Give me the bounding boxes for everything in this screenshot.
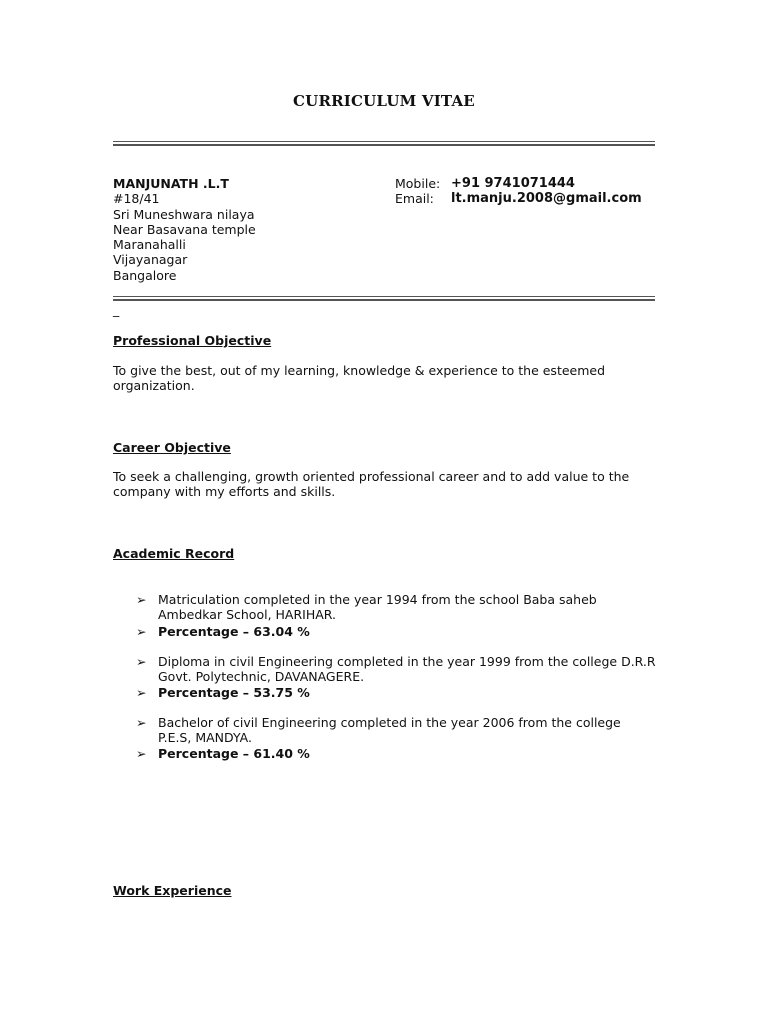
address-block bbox=[113, 176, 256, 283]
academic-item-text: Matriculation completed in the year 1994 from the school Baba saheb Ambedkar School, HARIHAR. bbox=[158, 592, 597, 623]
arrow-bullet-icon: ➢ bbox=[136, 715, 147, 730]
bottom-divider bbox=[113, 296, 655, 301]
professional-objective-text: To give the best, out of my learning, knowledge & experience to the esteemed organization. bbox=[113, 363, 606, 394]
candidate-name: MANJUNATH .L.T bbox=[113, 176, 229, 191]
academic-item-text: Bachelor of civil Engineering completed in the year 2006 from the college P.E.S, MANDYA. bbox=[158, 715, 621, 746]
academic-item bbox=[136, 592, 656, 623]
career-objective-text: To seek a challenging, growth oriented professional career and to add value to the company with my efforts and skills. bbox=[113, 469, 630, 500]
address-line: Vijayanagar bbox=[113, 252, 188, 268]
academic-percentage bbox=[136, 685, 656, 700]
career-objective-heading: Career Objective bbox=[113, 440, 231, 455]
arrow-bullet-icon: ➢ bbox=[136, 746, 147, 761]
document-title: CURRICULUM VITAE bbox=[293, 92, 475, 110]
arrow-bullet-icon: ➢ bbox=[136, 592, 147, 607]
email-row bbox=[395, 191, 642, 206]
academic-item bbox=[136, 654, 656, 685]
percentage-text: Percentage – 61.40 % bbox=[158, 746, 310, 761]
separator-mark: _ bbox=[113, 302, 120, 317]
percentage-text: Percentage – 63.04 % bbox=[158, 624, 310, 639]
email-label: Email: bbox=[395, 191, 434, 207]
academic-percentage bbox=[136, 624, 656, 639]
arrow-bullet-icon: ➢ bbox=[136, 624, 147, 639]
academic-item bbox=[136, 715, 656, 746]
address-line: Near Basavana temple bbox=[113, 221, 256, 237]
contact-block bbox=[395, 176, 642, 207]
address-line: #18/41 bbox=[113, 191, 160, 207]
address-line: Maranahalli bbox=[113, 237, 186, 253]
address-line: Bangalore bbox=[113, 267, 177, 283]
arrow-bullet-icon: ➢ bbox=[136, 685, 147, 700]
email-value: lt.manju.2008@gmail.com bbox=[451, 191, 642, 207]
arrow-bullet-icon: ➢ bbox=[136, 654, 147, 669]
academic-item-text: Diploma in civil Engineering completed in the year 1999 from the college D.R.R Govt. Polytechnic, DAVANAGERE. bbox=[158, 654, 656, 685]
mobile-label: Mobile: bbox=[395, 176, 441, 191]
address-line: Sri Muneshwara nilaya bbox=[113, 206, 255, 222]
mobile-row bbox=[395, 176, 642, 191]
work-experience-heading: Work Experience bbox=[113, 883, 232, 898]
mobile-value: +91 9741071444 bbox=[451, 176, 575, 191]
academic-percentage bbox=[136, 746, 656, 761]
top-divider bbox=[113, 141, 655, 146]
percentage-text: Percentage – 53.75 % bbox=[158, 685, 310, 700]
professional-objective-heading: Professional Objective bbox=[113, 333, 272, 348]
academic-record-heading: Academic Record bbox=[113, 546, 235, 561]
